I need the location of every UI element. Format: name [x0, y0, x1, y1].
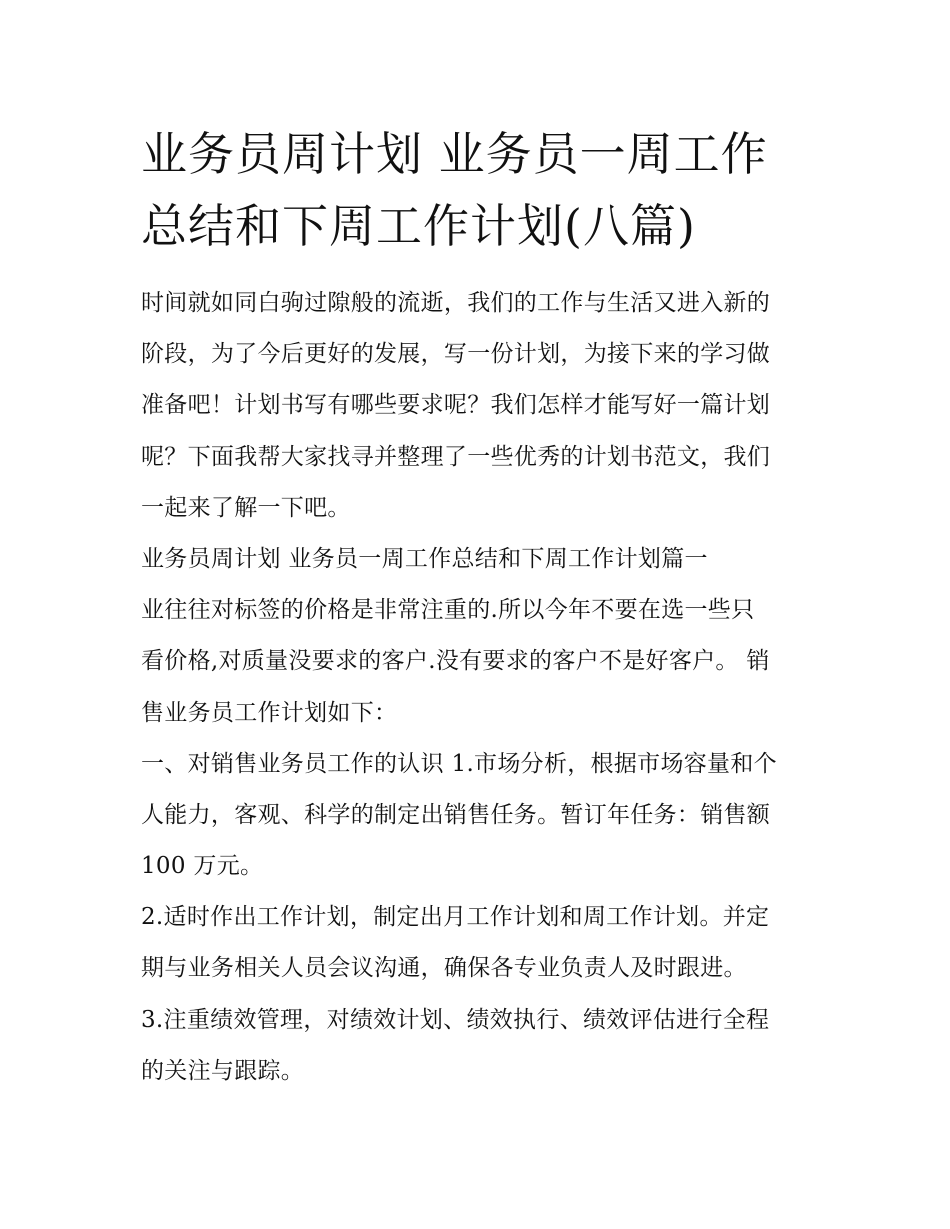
paragraph-line: 业往往对标签的价格是非常注重的.所以今年不要在选一些只 [141, 597, 755, 624]
list-item-line: 的关注与跟踪。 [141, 1057, 305, 1084]
paragraph-line: 看价格,对质量没要求的客户.没有要求的客户不是好客户。 销 [141, 648, 770, 675]
list-item-line: 2.适时作出工作计划，制定出月工作计划和周工作计划。并定 [141, 904, 770, 931]
list-item-line: 一、对销售业务员工作的认识 1.市场分析，根据市场容量和个 [141, 750, 777, 777]
paragraph-line: 售业务员工作计划如下： [141, 699, 398, 726]
document-body [141, 278, 821, 1097]
section-heading: 业务员周计划 业务员一周工作总结和下周工作计划篇一 [141, 545, 708, 572]
title-line-1: 业务员周计划 业务员一周工作 [141, 127, 768, 181]
intro-line-5: 一起来了解一下吧。 [141, 494, 351, 521]
list-item-line: 100 万元。 [141, 853, 264, 880]
intro-line-4: 呢？下面我帮大家找寻并整理了一些优秀的计划书范文，我们 [141, 443, 771, 470]
intro-line-1: 时间就如同白驹过隙般的流逝，我们的工作与生活又进入新的 [141, 290, 771, 316]
list-item-line: 人能力，客观、科学的制定出销售任务。暂订年任务：销售额 [141, 801, 771, 828]
intro-line-3: 准备吧！计划书写有哪些要求呢？我们怎样才能写好一篇计划 [141, 392, 771, 419]
document-title [141, 118, 821, 262]
intro-line-2: 阶段，为了今后更好的发展，写一份计划，为接下来的学习做 [141, 341, 771, 368]
list-item-line: 期与业务相关人员会议沟通，确保各专业负责人及时跟进。 [141, 955, 747, 982]
list-item-line: 3.注重绩效管理，对绩效计划、绩效执行、绩效评估进行全程 [141, 1006, 770, 1033]
title-line-2: 总结和下周工作计划(八篇) [141, 199, 696, 253]
